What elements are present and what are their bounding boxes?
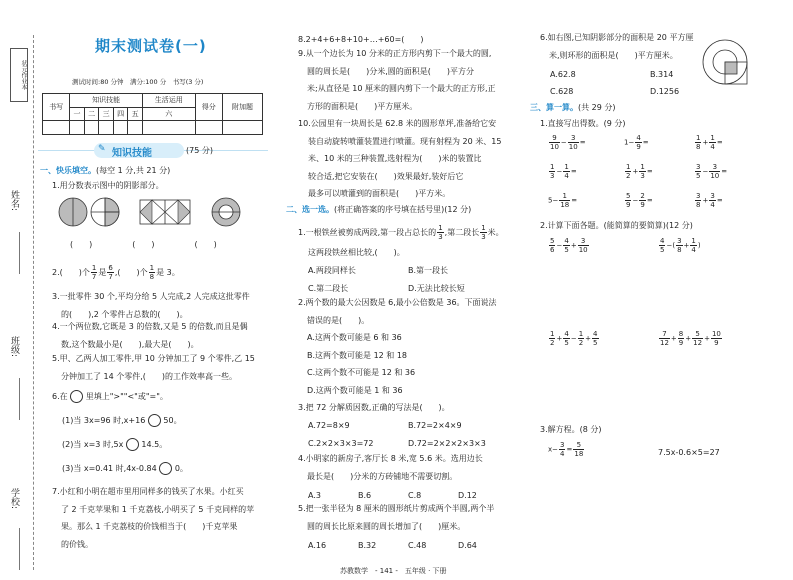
q7: 7.小红和小明在超市里用同样多的钱买了水果。小红买 了 2 千克苹果和 1 千克荔枝,小明买了 5 千克同样的苹 果。那么 1 千克荔枝的价钱相当于( )千克苹果 的价钱。 <box>52 487 255 549</box>
part1-heading: 一、快乐填空。(每空 1 分,共 21 分) <box>40 166 171 175</box>
cell[interactable] <box>99 121 114 135</box>
calc-expression: $\frac{4}{5}$ −( $\frac{3}{8}$ + $\frac{1}{4}$ ) <box>660 237 701 254</box>
p2-q3: 3.把 72 分解质因数,正确的写法是( )。 <box>298 403 450 412</box>
option-a[interactable]: A.62.8 <box>550 70 576 79</box>
calc-expression: $\frac{7}{12}$ + $\frac{8}{9}$ + $\frac{5}{12}$ + $\frac{10}{9}$ <box>660 330 721 347</box>
p2-q1: 1.一根铁丝被剪成两段,第一段占总长的 $\frac{1}{3}$ ,第二段长 $\frac{1}{3}$ 米。 <box>298 224 504 241</box>
ring-square-figure <box>700 37 760 87</box>
option-b[interactable]: B.第一段长 <box>408 266 449 275</box>
header-application: 生活运用 <box>142 94 195 108</box>
cell[interactable] <box>113 121 128 135</box>
oral-calc: $\frac{1}{8}$ + $\frac{1}{4}$ = <box>696 134 723 151</box>
q5: 5.甲、乙两人加工零件,甲 10 分钟加工了 9 个零件,乙 15 分钟加工了 14 个零件,( )的工作效率高一些。 <box>52 354 255 381</box>
school-label: 学校: <box>9 488 19 510</box>
section-points: (75 分) <box>186 146 213 155</box>
option-c[interactable]: C.628 <box>550 87 574 96</box>
option-c[interactable]: C.48 <box>408 541 427 550</box>
p3-q3: 3.解方程。(8 分) <box>540 425 602 434</box>
option-d[interactable]: D.64 <box>458 541 477 550</box>
class-label: 班级: <box>9 336 19 358</box>
section-title: 知识技能 <box>112 148 152 159</box>
equation-1: x− $\frac{3}{4}$ = $\frac{5}{18}$ <box>548 441 584 458</box>
p3-q1: 1.直接写出得数。(9 分) <box>540 119 626 128</box>
option-c[interactable]: C.这两个数不可能是 12 和 36 <box>307 368 416 377</box>
section-icon: ✎ <box>98 144 106 154</box>
option-d[interactable]: D.这两个数可能是 1 和 36 <box>307 385 403 395</box>
calc-expression: $\frac{5}{6}$ − $\frac{4}{5}$ + $\frac{3}{10}$ <box>550 237 588 254</box>
calc-expression: $\frac{1}{2}$ + $\frac{4}{5}$ − $\frac{1}{2}$ + $\frac{4}{5}$ <box>550 330 598 347</box>
option-b[interactable]: B.72=2×4×9 <box>408 421 462 430</box>
oral-calc-row-2: $\frac{1}{3}$ − $\frac{1}{4}$ = <box>550 163 577 180</box>
option-c[interactable]: C.8 <box>408 491 422 500</box>
compare-circle[interactable] <box>126 438 139 451</box>
option-a[interactable]: A.两段同样长 <box>308 266 356 275</box>
option-b[interactable]: B.6 <box>358 491 372 500</box>
q9: 9.从一个边长为 10 分米的正方形内剪下一个最大的圆, 圆的周长是( )分米,圆的面积是( )平方分 米;从直径是 10 厘米的圆内剪下一个最大的正方形,正 方形的面积是( )平方厘米。 <box>298 49 496 111</box>
p3-q2: 2.计算下面各题。(能简算的要简算)(12 分) <box>540 221 693 230</box>
option-a[interactable]: A.这两个数可能是 6 和 36 <box>307 333 402 342</box>
p2-q1-line2: 这两段铁丝相比较,( )。 <box>308 248 405 257</box>
option-d[interactable]: D.1256 <box>650 87 680 96</box>
part2-heading: 二、选一选。(将正确答案的序号填在括号里)(12 分) <box>286 205 472 214</box>
p2-q5: 5.把一张半径为 8 厘米的圆形纸片剪成两个半圆,两个半 圆的周长比原来圆的周长增加了( )厘米。 <box>298 504 495 531</box>
q6: 6.在 里填上">""<"或"="。 <box>52 392 168 401</box>
q10: 10.公园里有一块周长是 62.8 米的圆形草坪,准备给它安 装自动旋转喷灌装置进行喷灌。现有射程为 20 米、15 米、10 米的三种装置,选射程为( )米的装置比 较合适,把它安装在( )效果最好,装好后它 最多可以喷灌到的面积是( )平方米。 <box>298 119 502 198</box>
header-bonus: 附加题 <box>222 94 262 121</box>
q3: 3.一批零件 30 个,平均分给 5 人完成,2 人完成这批零件 的( ),2 个零件占总数的( )。 <box>52 292 250 319</box>
q4: 4.一个两位数,它既是 3 的倍数,又是 5 的倍数,而且是偶 数,这个数最小是( ),最大是( )。 <box>52 322 248 349</box>
option-a[interactable]: A.3 <box>308 491 321 500</box>
q6-3: (3)当 x=0.41 时,4x-0.84 0。 <box>62 464 188 473</box>
part3-heading: 三、算一算。(共 29 分) <box>530 103 616 112</box>
oral-calc: 1− $\frac{4}{9}$ = <box>624 134 649 151</box>
cell[interactable] <box>84 121 99 135</box>
header-score: 得分 <box>195 94 222 121</box>
school-blank[interactable] <box>19 528 20 570</box>
p2-q4: 4.小明家的新房子,客厅长 8 米,宽 5.6 米。选用边长 最长是( )分米的方砖铺地不需要切割。 <box>298 454 483 481</box>
q8: 8.2+4+6+8+10+…+60=( ) <box>298 35 424 44</box>
oral-calc: $\frac{5}{9}$ − $\frac{2}{9}$ = <box>626 192 653 209</box>
q1-answers[interactable]: ( ) ( ) ( ) <box>70 240 217 249</box>
oral-calc-row-1: $\frac{9}{10}$ − $\frac{3}{10}$ = <box>550 134 586 151</box>
q6-1: (1)当 3x=96 时,x+16 50。 <box>62 416 182 425</box>
header-writing: 书写 <box>43 94 70 121</box>
option-b[interactable]: B.314 <box>650 70 674 79</box>
option-a[interactable]: A.16 <box>308 541 327 550</box>
oral-calc: $\frac{3}{5}$ − $\frac{3}{10}$ = <box>696 163 728 180</box>
fraction-figures <box>58 196 258 232</box>
brand-stamp: 状元作业本 <box>10 48 28 102</box>
cell[interactable] <box>222 121 262 135</box>
option-d[interactable]: D.12 <box>458 491 477 500</box>
option-d[interactable]: D.72=2×2×2×3×3 <box>408 439 486 448</box>
option-a[interactable]: A.72=8×9 <box>308 421 350 430</box>
q1: 1.用分数表示图中的阴影部分。 <box>52 181 164 190</box>
col-6: 六 <box>142 107 195 121</box>
q2: 2.( )个 $\frac{1}{7}$ 是 $\frac{6}{7}$ ,( )个 $\frac{1}{8}$ 是 3。 <box>52 264 180 281</box>
option-b[interactable]: B.这两个数可能是 12 和 18 <box>307 350 408 360</box>
compare-circle[interactable] <box>148 414 161 427</box>
option-b[interactable]: B.32 <box>358 541 377 550</box>
col-2: 二 <box>84 107 99 121</box>
oral-calc: $\frac{3}{8}$ + $\frac{3}{4}$ = <box>696 192 723 209</box>
col-3: 三 <box>99 107 114 121</box>
equation-2: 7.5x-0.6×5=27 <box>658 448 720 457</box>
exam-meta: 测试时间:80 分钟 满分:100 分 书写(3 分) <box>72 78 204 86</box>
p2-q2: 2.两个数的最大公因数是 6,最小公倍数是 36。下面说法 错误的是( )。 A.这两个数可能是 6 和 36 B.这两个数可能是 12 和 18 C.这两个数不可能是 12 和 36 D.这两个数可能是 1 和 36 <box>298 294 497 399</box>
col-1: 一 <box>70 107 85 121</box>
oral-calc: $\frac{1}{2}$ + $\frac{1}{3}$ = <box>626 163 653 180</box>
binding-line <box>33 35 34 570</box>
cell[interactable] <box>195 121 222 135</box>
cell[interactable] <box>142 121 195 135</box>
q6-2: (2)当 x=3 时,5x 14.5。 <box>62 440 168 449</box>
rectangle-figure <box>140 200 190 224</box>
option-c[interactable]: C.第二段长 <box>308 284 349 293</box>
page-footer: 苏教数学 - 141 - 五年级 · 下册 <box>340 567 447 575</box>
oral-calc-row-3: 5− $\frac{1}{18}$ = <box>548 192 578 209</box>
header-knowledge: 知识技能 <box>70 94 143 108</box>
score-table <box>42 93 263 135</box>
compare-circle[interactable] <box>159 462 172 475</box>
p2-q6: 6.如右图,已知阴影部分的面积是 20 平方厘 米,则环形的面积是( )平方厘米。 <box>540 33 694 60</box>
class-blank[interactable] <box>19 378 20 420</box>
cell[interactable] <box>128 121 143 135</box>
col-4: 四 <box>113 107 128 121</box>
col-5: 五 <box>128 107 143 121</box>
option-d[interactable]: D.无法比较长短 <box>408 284 465 293</box>
circle-figure <box>59 198 119 226</box>
compare-circle[interactable] <box>70 390 83 403</box>
name-blank[interactable] <box>19 232 20 274</box>
option-c[interactable]: C.2×2×3×3=72 <box>308 439 374 448</box>
page-title: 期末测试卷(一) <box>95 37 207 55</box>
section-header <box>38 143 268 158</box>
cell[interactable] <box>43 121 70 135</box>
cell[interactable] <box>70 121 85 135</box>
name-label: 姓名: <box>9 190 19 212</box>
ring-figure <box>212 198 240 226</box>
